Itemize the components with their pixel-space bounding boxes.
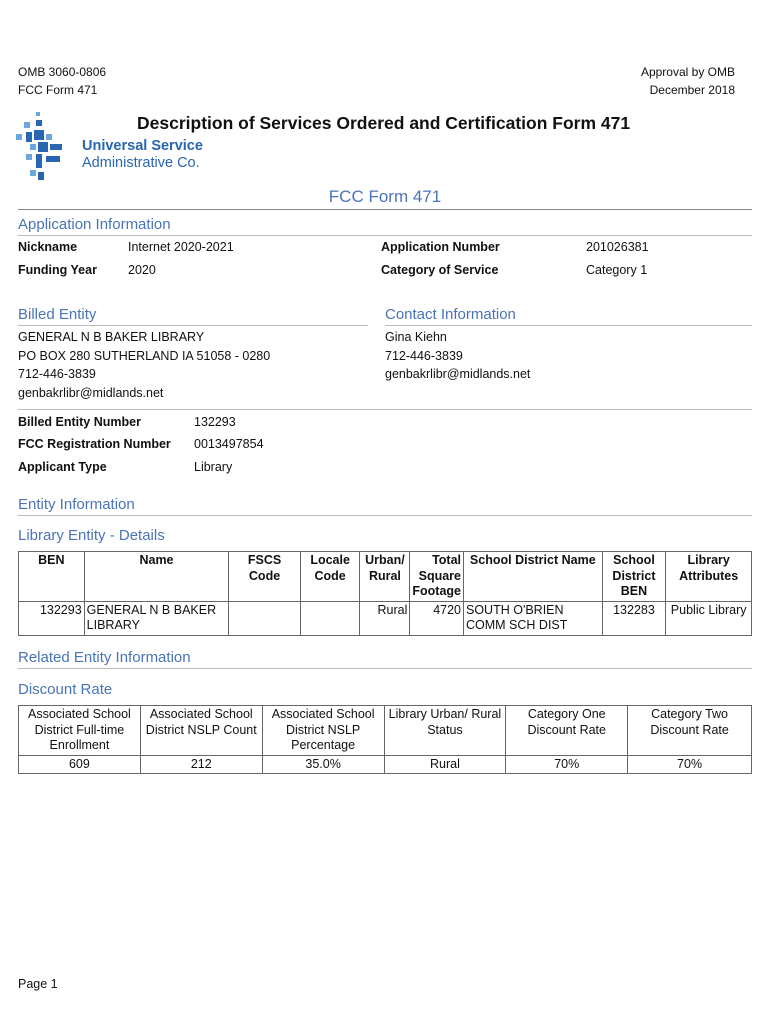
cell-district-ben: 132283: [602, 601, 666, 635]
col-urban-rural: Urban/ Rural: [360, 552, 410, 602]
discount-rate-heading: Discount Rate: [18, 681, 113, 698]
usac-logo-text: [82, 138, 203, 172]
ben-label: Billed Entity Number: [18, 415, 141, 429]
discount-col-nslp-percentage: Associated School District NSLP Percentage: [262, 706, 384, 756]
related-entity-heading: Related Entity Information: [18, 649, 191, 666]
ben-value: 132293: [194, 415, 236, 429]
discount-col-category-one: Category One Discount Rate: [506, 706, 628, 756]
billed-entity-email: genbakrlibr@midlands.net: [18, 386, 164, 400]
title-divider: [18, 209, 752, 210]
cell-square-footage: 4720: [410, 601, 464, 635]
cell-district-name: SOUTH O'BRIEN COMM SCH DIST: [464, 601, 603, 635]
application-number-value: 201026381: [586, 240, 649, 254]
col-district-ben: School District BEN: [602, 552, 666, 602]
col-library-attributes: Library Attributes: [666, 552, 752, 602]
fcc-registration-value: 0013497854: [194, 437, 264, 451]
nickname-label: Nickname: [18, 240, 78, 254]
page-number: Page 1: [18, 977, 58, 991]
col-district-name: School District Name: [464, 552, 603, 602]
discount-enrollment-value: 609: [19, 755, 141, 774]
logo-line-1: Universal Service: [82, 138, 203, 154]
table-row: [19, 755, 752, 774]
col-name: Name: [84, 552, 229, 602]
applicant-type-label: Applicant Type: [18, 460, 107, 474]
discount-header-row: [19, 706, 752, 756]
form-number: FCC Form 471: [18, 83, 98, 97]
nickname-value: Internet 2020-2021: [128, 240, 234, 254]
discount-category-two-value: 70%: [628, 755, 752, 774]
col-locale: Locale Code: [300, 552, 360, 602]
cell-fscs: [229, 601, 300, 635]
billed-entity-address: PO BOX 280 SUTHERLAND IA 51058 - 0280: [18, 349, 271, 363]
contact-info-divider: [385, 325, 752, 326]
contact-phone: 712-446-3839: [385, 349, 463, 363]
funding-year-label: Funding Year: [18, 263, 97, 277]
logo-line-2: Administrative Co.: [82, 155, 200, 171]
table-row: [19, 601, 752, 635]
discount-category-one-value: 70%: [506, 755, 628, 774]
form-title: FCC Form 471: [328, 187, 442, 206]
discount-rate-table: [18, 705, 752, 774]
entity-info-divider: [18, 515, 752, 516]
cell-library-attributes: Public Library: [666, 601, 752, 635]
usac-logo-icon: [16, 112, 76, 184]
application-info-divider: [18, 235, 752, 236]
application-number-label: Application Number: [381, 240, 500, 254]
omb-approval: Approval by OMB: [640, 65, 735, 79]
contact-info-heading: Contact Information: [385, 306, 516, 323]
billed-details-divider: [18, 409, 752, 410]
funding-year-value: 2020: [128, 263, 156, 277]
application-info-heading: Application Information: [18, 216, 171, 233]
cell-urban-rural: Rural: [360, 601, 410, 635]
discount-col-nslp-count: Associated School District NSLP Count: [140, 706, 262, 756]
library-table-header-row: [19, 552, 752, 602]
entity-info-heading: Entity Information: [18, 496, 135, 513]
discount-nslp-count-value: 212: [140, 755, 262, 774]
col-fscs: FSCS Code: [229, 552, 300, 602]
col-square-footage: Total Square Footage: [410, 552, 464, 602]
discount-urban-rural-value: Rural: [384, 755, 506, 774]
discount-col-urban-rural: Library Urban/ Rural Status: [384, 706, 506, 756]
discount-col-enrollment: Associated School District Full-time Enrollment: [19, 706, 141, 756]
library-entity-table: [18, 551, 752, 636]
billed-entity-heading: Billed Entity: [18, 306, 97, 323]
related-entity-divider: [18, 668, 752, 669]
billed-entity-divider: [18, 325, 368, 326]
cell-ben: 132293: [19, 601, 85, 635]
billed-entity-phone: 712-446-3839: [18, 367, 96, 381]
omb-approval-date: December 2018: [649, 83, 735, 97]
discount-col-category-two: Category Two Discount Rate: [628, 706, 752, 756]
library-entity-heading: Library Entity - Details: [18, 527, 165, 544]
billed-entity-name: GENERAL N B BAKER LIBRARY: [18, 330, 205, 344]
omb-number: OMB 3060-0806: [18, 65, 107, 79]
discount-nslp-percentage-value: 35.0%: [262, 755, 384, 774]
fcc-registration-label: FCC Registration Number: [18, 437, 171, 451]
applicant-type-value: Library: [194, 460, 233, 474]
contact-email: genbakrlibr@midlands.net: [385, 367, 531, 381]
category-label: Category of Service: [381, 263, 499, 277]
contact-name: Gina Kiehn: [385, 330, 447, 344]
document-title: Description of Services Ordered and Certification Form 471: [137, 113, 631, 133]
cell-locale: [300, 601, 360, 635]
cell-name: GENERAL N B BAKER LIBRARY: [84, 601, 229, 635]
col-ben: BEN: [19, 552, 85, 602]
category-value: Category 1: [586, 263, 648, 277]
